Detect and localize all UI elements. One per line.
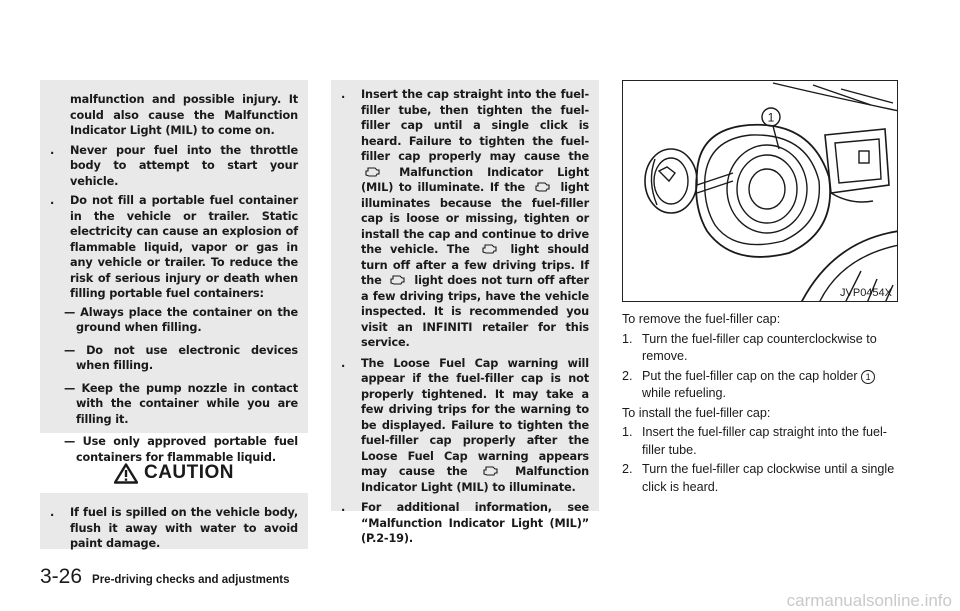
text-run: Malfunction Indicator Light (MIL) to illuminate.: [361, 465, 589, 494]
bullet-marker: .: [341, 356, 346, 370]
warning-panel: [40, 80, 308, 464]
warning-subitem: [50, 343, 298, 374]
middle-bullet: [341, 356, 589, 496]
caution-header: [40, 453, 308, 493]
step-number: 2.: [622, 462, 633, 476]
warning-bullet: [50, 193, 298, 302]
text-run: Malfunction Indicator Light (MIL) to illuminate. If the: [361, 165, 589, 194]
text-run: light does not turn off after a few driving trips, have the vehicle inspected. It is recommended you visit an INFINITI retailer for this service.: [361, 274, 589, 349]
figure-callout-label: 1: [767, 110, 775, 125]
middle-warning-panel: [331, 80, 599, 545]
step-number: 1.: [622, 331, 633, 346]
warning-bullet: [50, 143, 298, 190]
remove-step: [622, 368, 898, 403]
dash-marker: —: [64, 435, 76, 448]
caution-bullet: [50, 505, 298, 552]
remove-step: [622, 331, 898, 366]
text-run: while refueling.: [642, 386, 727, 400]
remove-step-text: Turn the fuel-filler cap counterclockwise to remove.: [642, 331, 877, 363]
middle-bullet-text: [361, 356, 589, 496]
warning-continuation-text: malfunction and possible injury. It could also cause the Malfunction Indicator Light (MIL) to come on.: [70, 93, 298, 137]
warning-subitem: [50, 305, 298, 336]
warning-subitem: [50, 381, 298, 428]
warning-bullet-text: Never pour fuel into the throttle body to attempt to start your vehicle.: [70, 143, 298, 188]
warning-subitem-text: Always place the container on the ground when filling.: [76, 305, 298, 334]
bullet-marker: .: [50, 506, 55, 519]
instructions: [622, 311, 898, 496]
text-run: Insert the cap straight into the fuel-filler tube, then tighten the fuel-filler cap until a single click is heard. Failure to tighten the fuel-filler cap properly may cause the: [361, 88, 589, 163]
warning-subitem-text: Use only approved portable fuel containers for flammable liquid.: [76, 435, 298, 464]
middle-bullet: [341, 500, 589, 547]
watermark: carmanualsonline.info: [786, 591, 952, 610]
bullet-marker: .: [341, 501, 346, 514]
middle-bullet: [341, 87, 589, 351]
text-run: light illuminates because the fuel-filler cap is loose or missing, tighten or install the cap and continue to drive the vehicle. The: [361, 181, 589, 256]
install-heading: To install the fuel-filler cap:: [622, 405, 771, 420]
remove-step-text: [642, 368, 898, 403]
caution-title: CAUTION: [143, 462, 235, 483]
page-footer: [40, 565, 290, 589]
bullet-marker: .: [341, 88, 346, 101]
remove-heading: To remove the fuel-filler cap:: [622, 312, 781, 326]
circled-number-icon: [861, 370, 875, 384]
install-step: [622, 424, 898, 459]
install-step-text: Insert the fuel-filler cap straight into the fuel-filler tube.: [642, 425, 888, 457]
dash-marker: —: [64, 305, 76, 319]
middle-bullet-text: For additional information, see “Malfunction Indicator Light (MIL)” (P.2-19).: [361, 501, 589, 545]
bullet-marker: .: [50, 194, 55, 207]
fuel-filler-illustration: [623, 81, 898, 302]
text-run: light should turn off after a few driving trips. If the: [361, 243, 589, 287]
step-number: 2.: [622, 368, 633, 383]
warning-subitem-text: Keep the pump nozzle in contact with the container while you are filling it.: [76, 381, 298, 426]
install-step-text: Turn the fuel-filler cap clockwise until a single click is heard.: [642, 462, 895, 494]
mil-icon: [363, 165, 383, 177]
figure-code: JVP0454X: [840, 287, 892, 299]
mil-icon: [533, 180, 553, 192]
step-number: 1.: [622, 425, 633, 439]
caution-bullet-text: If fuel is spilled on the vehicle body, flush it away with water to avoid paint damage.: [70, 506, 298, 550]
dash-marker: —: [64, 343, 76, 357]
text-run: The Loose Fuel Cap warning will appear if the fuel-filler cap is not properly tightened. It may take a few driving trips for the warning to be displayed. Failure to tighten the fuel-filler cap properly after the Loose Fuel Cap warning appears may cause the: [361, 356, 589, 478]
dash-marker: —: [64, 381, 76, 395]
warning-bullet-text: Do not fill a portable fuel container in the vehicle or trailer. Static electricity can cause an explosion of flammable liquid, vapor or gas in any vehicle or trailer. To reduce the risk of serious injury or death when filling portable fuel containers:: [70, 194, 298, 300]
text-run: Put the fuel-filler cap on the cap holder: [642, 368, 858, 383]
install-step: [622, 461, 898, 496]
section-title: Pre-driving checks and adjustments: [92, 574, 290, 586]
mil-icon: [480, 242, 500, 254]
mil-icon: [388, 273, 408, 285]
page-number: 3-26: [40, 565, 83, 588]
circled-number-label: 1: [865, 371, 871, 382]
fuel-cap-figure: [622, 80, 898, 302]
caution-triangle-icon: [114, 463, 138, 484]
warning-subitem-text: Do not use electronic devices when filling.: [76, 343, 298, 372]
mil-icon: [481, 464, 501, 476]
caution-panel: [40, 493, 308, 549]
bullet-marker: .: [50, 143, 55, 157]
middle-bullet-text: [361, 87, 589, 351]
